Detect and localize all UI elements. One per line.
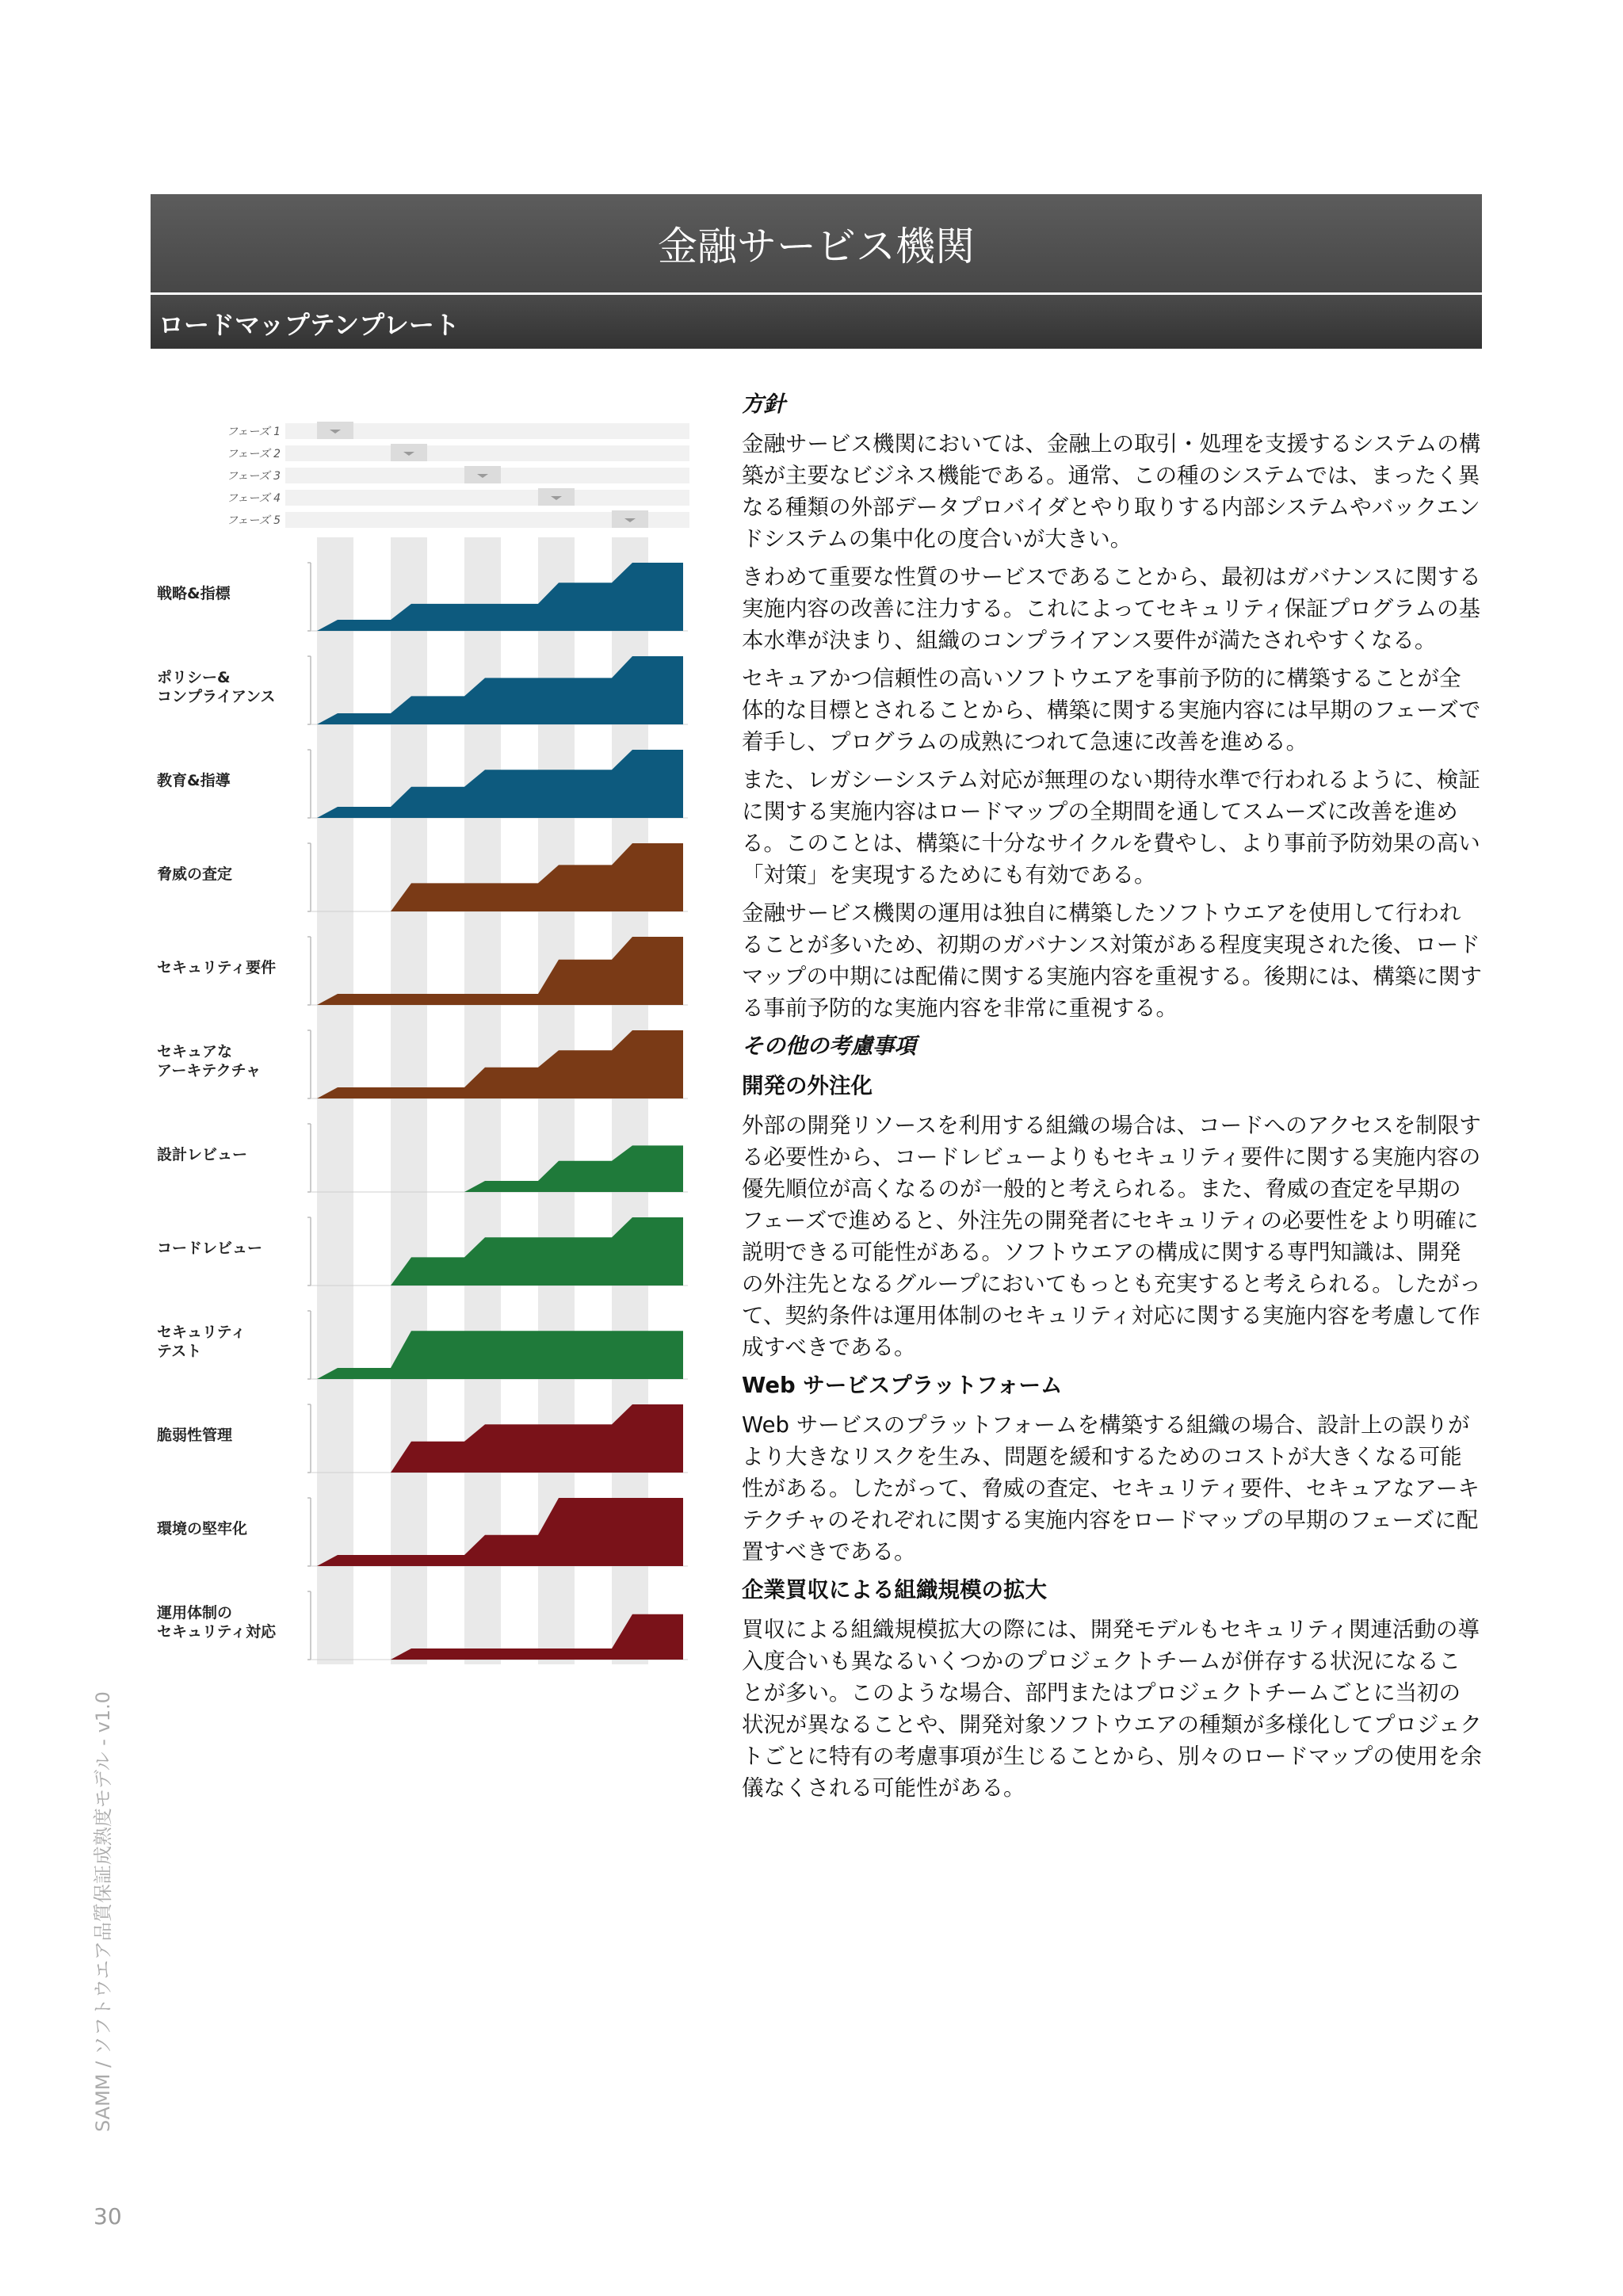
row-label: 環境の堅牢化 [157, 1520, 248, 1538]
body-text [742, 388, 1482, 1810]
row-label: テスト [157, 1343, 202, 1360]
phase-label: フェーズ 4 [227, 492, 281, 505]
row-label: セキュリティ [157, 1324, 246, 1341]
row-label: アーキテクチャ [157, 1062, 262, 1079]
row-label: 運用体制の [157, 1604, 233, 1622]
heading-outsourcing: 開発の外注化 [742, 1073, 873, 1098]
row-axis [307, 1217, 311, 1286]
row-label: セキュリティ対応 [157, 1623, 277, 1641]
paragraph: 外部の開発リソースを利用する組織の場合は、コードへのアクセスを制限する必要性から、コードレビューよりもセキュリティ要件に関する実施内容の優先順位が高くなるのが一般的と考えられる。また、脅威の査定を早期のフェーズで進めると、外注先の開発者にセキュリティの必要性をより明確に説明できる可能性がある。ソフトウエアの構成に関する専門知識は、開発の外注先となるグループにおいてもっとも充実すると考えられる。したがって、契約条件は運用体制のセキュリティ対応に関する実施内容を考慮して作成すべきである。 [742, 1113, 1481, 1360]
roadmap-area [391, 843, 683, 911]
title-bar [151, 194, 1482, 292]
roadmap-area [317, 1331, 683, 1379]
row-axis [307, 1498, 311, 1566]
roadmap-area [391, 1614, 683, 1660]
paragraph: 買収による組織規模拡大の際には、開発モデルもセキュリティ関連活動の導入度合いも異なるいくつかのプロジェクトチームが併存する状況になることが多い。このような場合、部門またはプロジェクトチームごとに当初の状況が異なることや、開発対象ソフトウエアの種類が多様化してプロジェクトごとに特有の考慮事項が生じることから、別々のロードマップの使用を余儀なくされる可能性がある。 [742, 1617, 1482, 1801]
roadmap-chart [151, 412, 705, 1664]
paragraph: 金融サービス機関の運用は独自に構築したソフトウエアを使用して行われることが多いため、初期のガバナンス対策がある程度実現された後、ロードマップの中期には配備に関する実施内容を重視する。後期には、構築に関する事前予防的な実施内容を非常に重視する。 [742, 900, 1482, 1021]
row-axis [307, 1311, 311, 1379]
phase-column [317, 537, 353, 1664]
phase-label: フェーズ 3 [227, 470, 281, 483]
phase-label: フェーズ 5 [227, 514, 281, 527]
phase-strip [285, 490, 689, 506]
page-number: 30 [94, 2203, 122, 2229]
row-label: 脅威の査定 [157, 865, 233, 883]
section-subtitle: ロードマップテンプレート [158, 310, 460, 340]
row-axis [307, 563, 311, 631]
row-label: コードレビュー [157, 1240, 263, 1257]
phase-label: フェーズ 2 [227, 448, 281, 460]
roadmap-area [391, 1217, 683, 1286]
paragraph: セキュアかつ信頼性の高いソフトウエアを事前予防的に構築することが全体的な目標とされることから、構築に関する実施内容には早期のフェーズで着手し、プログラムの成熟につれて急速に改善を進める。 [742, 666, 1481, 755]
row-axis [307, 750, 311, 818]
row-label: 設計レビュー [157, 1146, 248, 1163]
heading-acquisitions: 企業買収による組織規模の拡大 [742, 1577, 1047, 1603]
heading-other-considerations: その他の考慮事項 [742, 1033, 916, 1059]
row-label: 教育&指導 [157, 772, 231, 789]
phase-label: フェーズ 1 [227, 426, 281, 438]
row-axis [307, 1124, 311, 1192]
heading-web-services: Web サービスプラットフォーム [742, 1373, 1063, 1398]
document-side-label: SAMM / ソフトウエア品質保証成熟度モデル - v1.0 [92, 1691, 114, 2132]
row-axis [307, 1404, 311, 1473]
row-axis [307, 656, 311, 724]
row-label: コンプライアンス [157, 688, 276, 705]
paragraph: 金融サービス機関においては、金融上の取引・処理を支援するシステムの構築が主要なビジネス機能である。通常、この種のシステムでは、まったく異なる種類の外部データプロバイダとやり取りする内部システムやバックエンドシステムの集中化の度合いが大きい。 [742, 431, 1481, 552]
subtitle-bar [151, 295, 1482, 349]
row-label: セキュアな [157, 1043, 233, 1060]
row-axis [307, 843, 311, 911]
row-label: 戦略&指標 [157, 585, 231, 602]
page-title: 金融サービス機関 [658, 223, 975, 269]
phase-strip [285, 445, 689, 461]
paragraph: Web サービスのプラットフォームを構築する組織の場合、設計上の誤りがより大きなリスクを生み、問題を緩和するためのコストが大きくなる可能性がある。したがって、脅威の査定、セキュリティ要件、セキュアなアーキテクチャのそれぞれに関する実施内容をロードマップの早期のフェーズに配置すべきである。 [742, 1412, 1480, 1564]
row-label: ポリシー& [157, 669, 231, 686]
row-label: 脆弱性管理 [157, 1427, 233, 1444]
row-axis [307, 937, 311, 1005]
heading-policy: 方針 [742, 392, 785, 417]
row-axis [307, 1030, 311, 1098]
paragraph: きわめて重要な性質のサービスであることから、最初はガバナンスに関する実施内容の改善に注力する。これによってセキュリティ保証プログラムの基本水準が決まり、組織のコンプライアンス要件が満たされやすくなる。 [742, 564, 1481, 653]
paragraph: また、レガシーシステム対応が無理のない期待水準で行われるように、検証に関する実施内容はロードマップの全期間を通してスムーズに改善を進める。このことは、構築に十分なサイクルを費やし、より事前予防効果の高い「対策」を実現するためにも有効である。 [742, 767, 1480, 888]
roadmap-area [391, 1404, 683, 1473]
row-axis [307, 1591, 311, 1660]
row-label: セキュリティ要件 [157, 959, 277, 976]
